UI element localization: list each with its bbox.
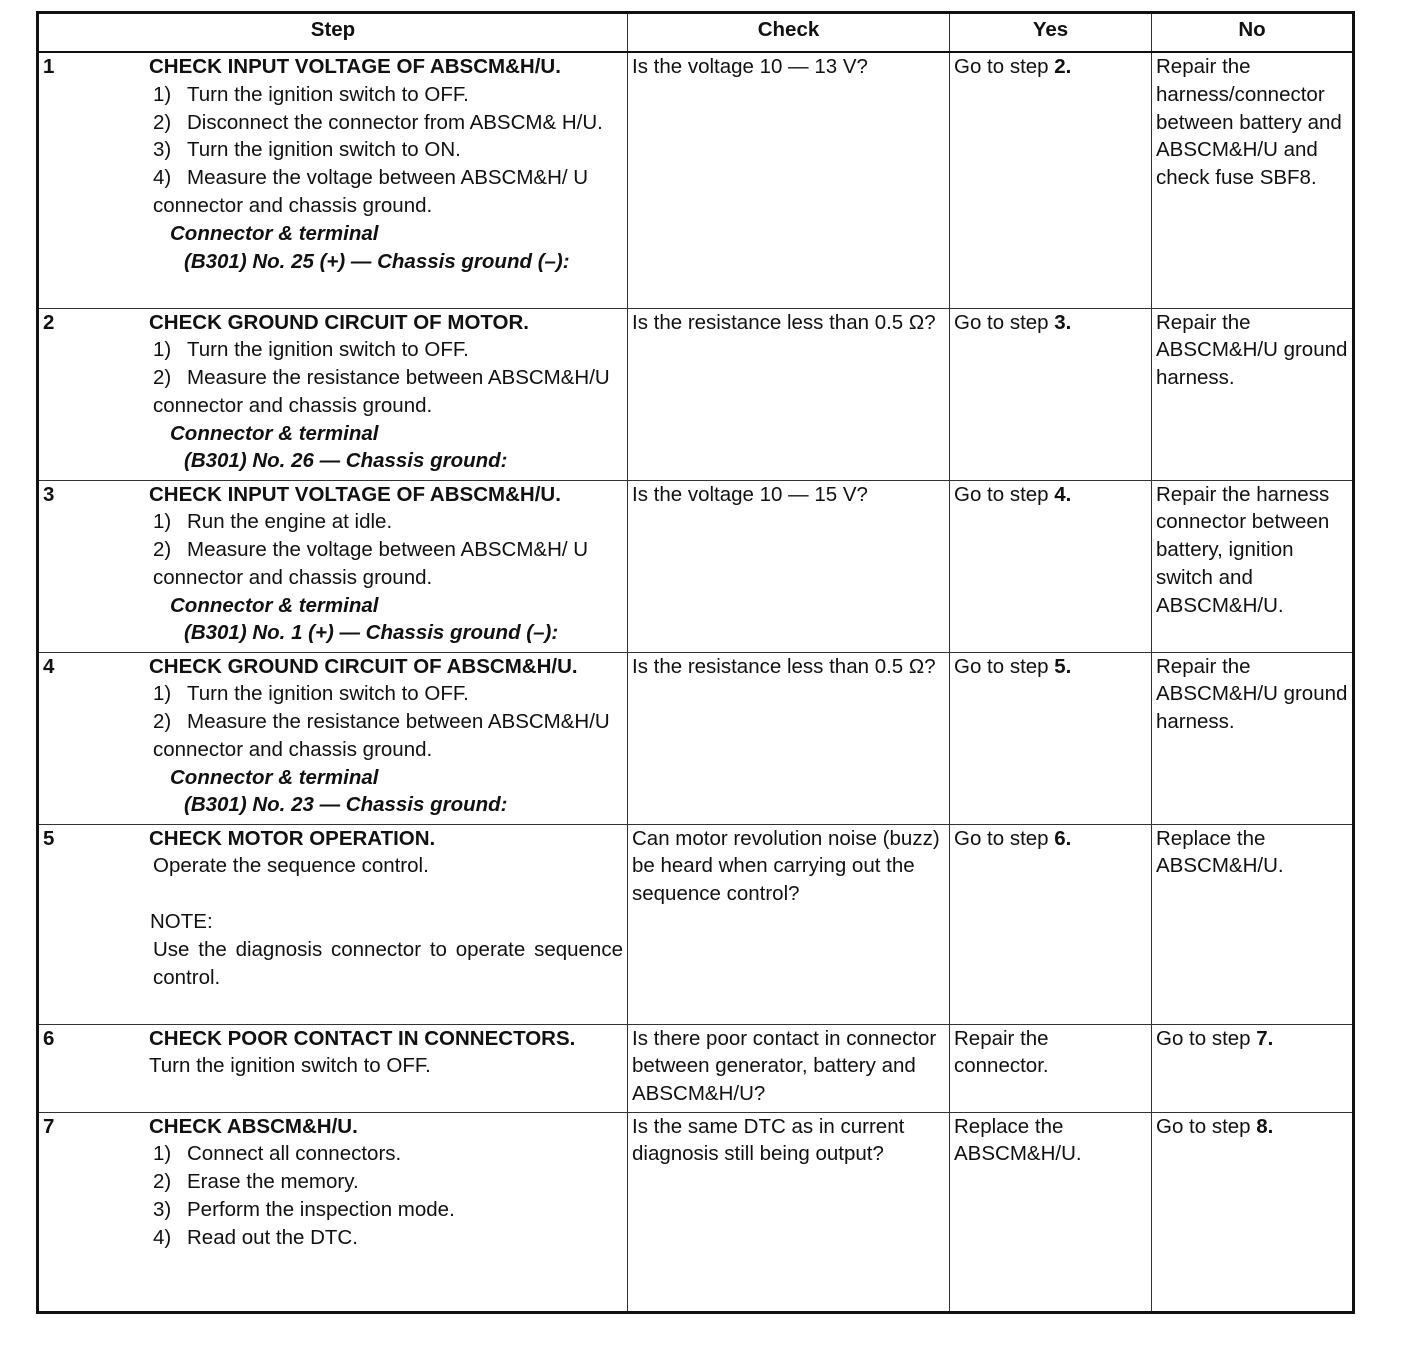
step-item: 1) Connect all connectors. [153, 1142, 402, 1166]
step-cell [38, 652, 628, 824]
check-cell: Is the resistance less than 0.5 Ω? [628, 308, 950, 480]
connector-terminal-value: (B301) No. 26 — Chassis ground: [184, 449, 508, 473]
step-item: 2) Measure the resistance between ABSCM&H/U connector and chassis ground. [153, 366, 610, 417]
note-text: Use the diagnosis connector to operate sequence control. [153, 937, 623, 989]
step-title: CHECK INPUT VOLTAGE OF ABSCM&H/U. [149, 55, 561, 78]
check-cell: Is the same DTC as in current diagnosis still being output? [628, 1112, 950, 1312]
step-cell [38, 1112, 628, 1312]
table-row [38, 1112, 1354, 1312]
table-row [38, 824, 1354, 1024]
step-item: 2) Measure the voltage between ABSCM&H/ U connector and chassis ground. [153, 538, 589, 589]
header-step: Step [38, 13, 628, 53]
step-number: 7 [43, 1114, 55, 1138]
step-cell [38, 480, 628, 652]
step-number: 6 [43, 1026, 55, 1050]
yes-cell: Go to step 5. [950, 652, 1152, 824]
step-title: CHECK POOR CONTACT IN CONNECTORS. [149, 1026, 576, 1050]
table-row [38, 480, 1354, 652]
yes-cell: Go to step 2. [950, 52, 1152, 308]
connector-terminal-value: (B301) No. 1 (+) — Chassis ground (–): [184, 621, 559, 645]
step-number: 4 [43, 654, 55, 678]
step-title: CHECK ABSCM&H/U. [149, 1114, 358, 1138]
no-cell: Repair the ABSCM&H/U ground harness. [1152, 308, 1354, 480]
step-item: 1) Turn the ignition switch to OFF. [153, 682, 469, 706]
no-cell: Go to step 7. [1152, 1024, 1354, 1112]
yes-cell: Repair the connector. [950, 1024, 1152, 1112]
header-row [38, 13, 1354, 53]
step-cell [38, 1024, 628, 1112]
step-title: CHECK GROUND CIRCUIT OF MOTOR. [149, 310, 530, 334]
step-item: 1) Turn the ignition switch to OFF. [153, 338, 469, 362]
no-cell: Repair the harness connector between battery, ignition switch and ABSCM&H/U. [1152, 480, 1354, 652]
step-item: 2) Disconnect the connector from ABSCM& H/U. [153, 110, 603, 134]
step-number: 1 [43, 55, 55, 78]
step-item: 3) Turn the ignition switch to ON. [153, 138, 461, 162]
step-item: 3) Perform the inspection mode. [153, 1197, 455, 1221]
connector-terminal-value: (B301) No. 25 (+) — Chassis ground (–): [184, 249, 570, 273]
table-row [38, 52, 1354, 308]
connector-terminal-value: (B301) No. 23 — Chassis ground: [184, 793, 508, 817]
no-cell: Replace the ABSCM&H/U. [1152, 824, 1354, 1024]
step-instruction: Turn the ignition switch to OFF. [149, 1054, 431, 1078]
step-title: CHECK MOTOR OPERATION. [149, 826, 436, 850]
step-title: CHECK GROUND CIRCUIT OF ABSCM&H/U. [149, 654, 578, 678]
no-cell: Repair the ABSCM&H/U ground harness. [1152, 652, 1354, 824]
step-item: 1) Run the engine at idle. [153, 510, 393, 534]
diagnostic-table [36, 11, 1355, 1314]
step-number: 2 [43, 310, 55, 334]
step-cell [38, 824, 628, 1024]
connector-terminal-label: Connector & terminal [170, 593, 379, 617]
header-check: Check [628, 13, 950, 53]
no-cell: Go to step 8. [1152, 1112, 1354, 1312]
check-cell: Is there poor contact in connector between generator, battery and ABSCM&H/U? [628, 1024, 950, 1112]
yes-cell: Go to step 3. [950, 308, 1152, 480]
step-item: 2) Measure the resistance between ABSCM&H/U connector and chassis ground. [153, 710, 610, 761]
step-item: 4) Read out the DTC. [153, 1225, 358, 1249]
check-cell: Is the resistance less than 0.5 Ω? [628, 652, 950, 824]
connector-terminal-label: Connector & terminal [170, 421, 379, 445]
connector-terminal-label: Connector & terminal [170, 765, 379, 789]
header-yes: Yes [950, 13, 1152, 53]
check-cell: Is the voltage 10 — 15 V? [628, 480, 950, 652]
step-title: CHECK INPUT VOLTAGE OF ABSCM&H/U. [149, 482, 561, 506]
step-item: 1) Turn the ignition switch to OFF. [153, 82, 469, 106]
yes-cell: Replace the ABSCM&H/U. [950, 1112, 1152, 1312]
step-number: 5 [43, 826, 55, 850]
no-cell: Repair the harness/connector between battery and ABSCM&H/U and check fuse SBF8. [1152, 52, 1354, 308]
check-cell: Can motor revolution noise (buzz) be heard when carrying out the sequence control? [628, 824, 950, 1024]
table-row [38, 652, 1354, 824]
step-number: 3 [43, 482, 55, 506]
step-instruction: Operate the sequence control. [153, 854, 429, 878]
header-no: No [1152, 13, 1354, 53]
step-cell [38, 52, 628, 308]
table-row [38, 308, 1354, 480]
table-row [38, 1024, 1354, 1112]
check-cell: Is the voltage 10 — 13 V? [628, 52, 950, 308]
step-cell [38, 308, 628, 480]
step-item: 4) Measure the voltage between ABSCM&H/ U connector and chassis ground. [153, 166, 589, 217]
yes-cell: Go to step 6. [950, 824, 1152, 1024]
step-item: 2) Erase the memory. [153, 1170, 359, 1194]
yes-cell: Go to step 4. [950, 480, 1152, 652]
connector-terminal-label: Connector & terminal [170, 221, 379, 245]
note-label: NOTE: [150, 910, 213, 934]
